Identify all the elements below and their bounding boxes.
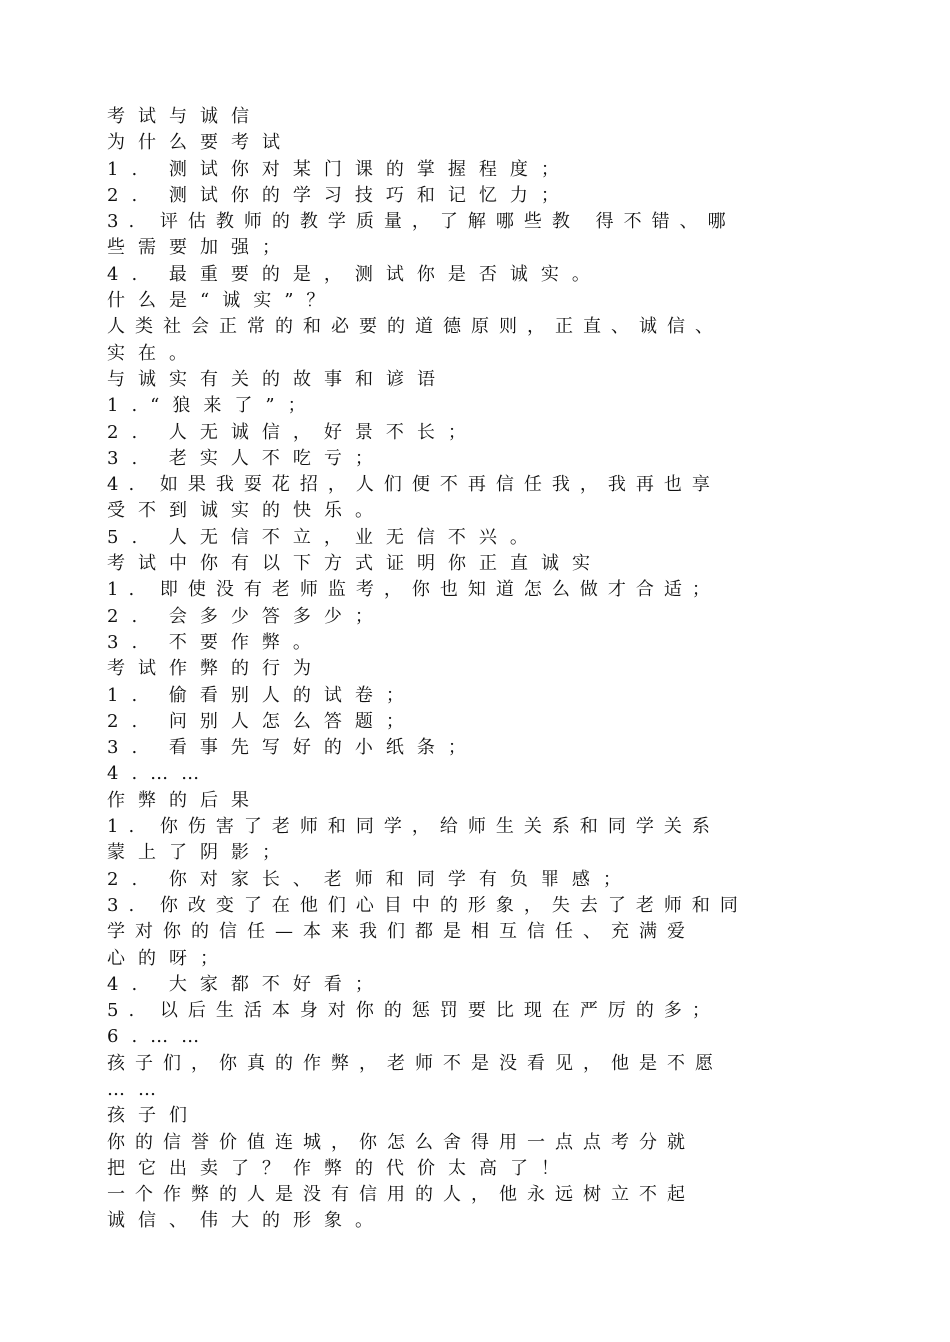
text-line: 1. 你伤害了老师和同学，给师生关系和同学关系 xyxy=(107,816,720,838)
text-line: 3. 你改变了在他们心目中的形象，失去了老师和同 xyxy=(107,894,748,916)
text-line: 5. 人无信不立，业无信不兴。 xyxy=(107,526,541,548)
section-heading: 什么是“诚实”？ xyxy=(107,290,338,312)
text-line: 受不到诚实的快乐。 xyxy=(107,500,386,522)
text-line: 4.…… xyxy=(107,763,213,785)
section-heading: 为什么要考试 xyxy=(107,132,293,154)
text-line: 3. 评估教师的教学质量，了解哪些教 得不错、哪 xyxy=(107,211,736,233)
text-line: 1. 偷看别人的试卷； xyxy=(107,684,417,706)
text-line: 3. 看事先写好的小纸条； xyxy=(107,737,479,759)
section-heading: 与诚实有关的故事和谚语 xyxy=(107,368,448,390)
section-heading: 作弊的后果 xyxy=(107,789,262,811)
document-body xyxy=(107,104,887,1235)
text-line: 把它出卖了？作弊的代价太高了！ xyxy=(107,1157,572,1179)
text-line: 2. 问别人怎么答题； xyxy=(107,710,417,732)
text-line: 4. 大家都不好看； xyxy=(107,973,386,995)
text-line: 3. 老实人不吃亏； xyxy=(107,447,386,469)
document-title: 考试与诚信 xyxy=(107,106,262,127)
text-line: 6.…… xyxy=(107,1026,213,1048)
text-line: 5. 以后生活本身对你的惩罚要比现在严厉的多； xyxy=(107,1000,720,1022)
text-line: …… xyxy=(107,1078,169,1100)
text-line: 1.“狼来了”； xyxy=(107,395,319,417)
text-line: 你的信誉价值连城，你怎么舍得用一点点考分就 xyxy=(107,1131,695,1153)
text-line: 2. 测试你的学习技巧和记忆力； xyxy=(107,184,572,206)
text-line: 1. 测试你对某门课的掌握程度； xyxy=(107,158,572,180)
text-line: 学对你的信任—本来我们都是相互信任、充满爱 xyxy=(107,921,695,943)
section-heading: 孩子们 xyxy=(107,1105,200,1127)
text-line: 一个作弊的人是没有信用的人，他永远树立不起 xyxy=(107,1184,695,1206)
text-line: 2. 会多少答多少； xyxy=(107,605,386,627)
text-line: 3. 不要作弊。 xyxy=(107,631,324,653)
text-line: 2. 你对家长、老师和同学有负罪感； xyxy=(107,868,634,890)
text-line: 1. 即使没有老师监考，你也知道怎么做才合适； xyxy=(107,579,720,601)
text-line: 4. 最重要的是，测试你是否诚实。 xyxy=(107,263,603,285)
section-heading: 考试中你有以下方式证明你正直诚实 xyxy=(107,553,603,575)
text-line: 诚信、伟大的形象。 xyxy=(107,1210,386,1232)
text-line: 实在。 xyxy=(107,342,200,364)
text-line: 心的呀； xyxy=(107,947,231,969)
text-line: 蒙上了阴影； xyxy=(107,842,293,864)
text-line: 人类社会正常的和必要的道德原则，正直、诚信、 xyxy=(107,316,723,338)
text-line: 孩子们，你真的作弊，老师不是没看见，他是不愿 xyxy=(107,1052,723,1074)
section-heading: 考试作弊的行为 xyxy=(107,658,324,680)
text-line: 2. 人无诚信，好景不长； xyxy=(107,421,479,443)
text-line: 4. 如果我耍花招，人们便不再信任我，我再也享 xyxy=(107,474,720,496)
text-line: 些需要加强； xyxy=(107,237,293,259)
